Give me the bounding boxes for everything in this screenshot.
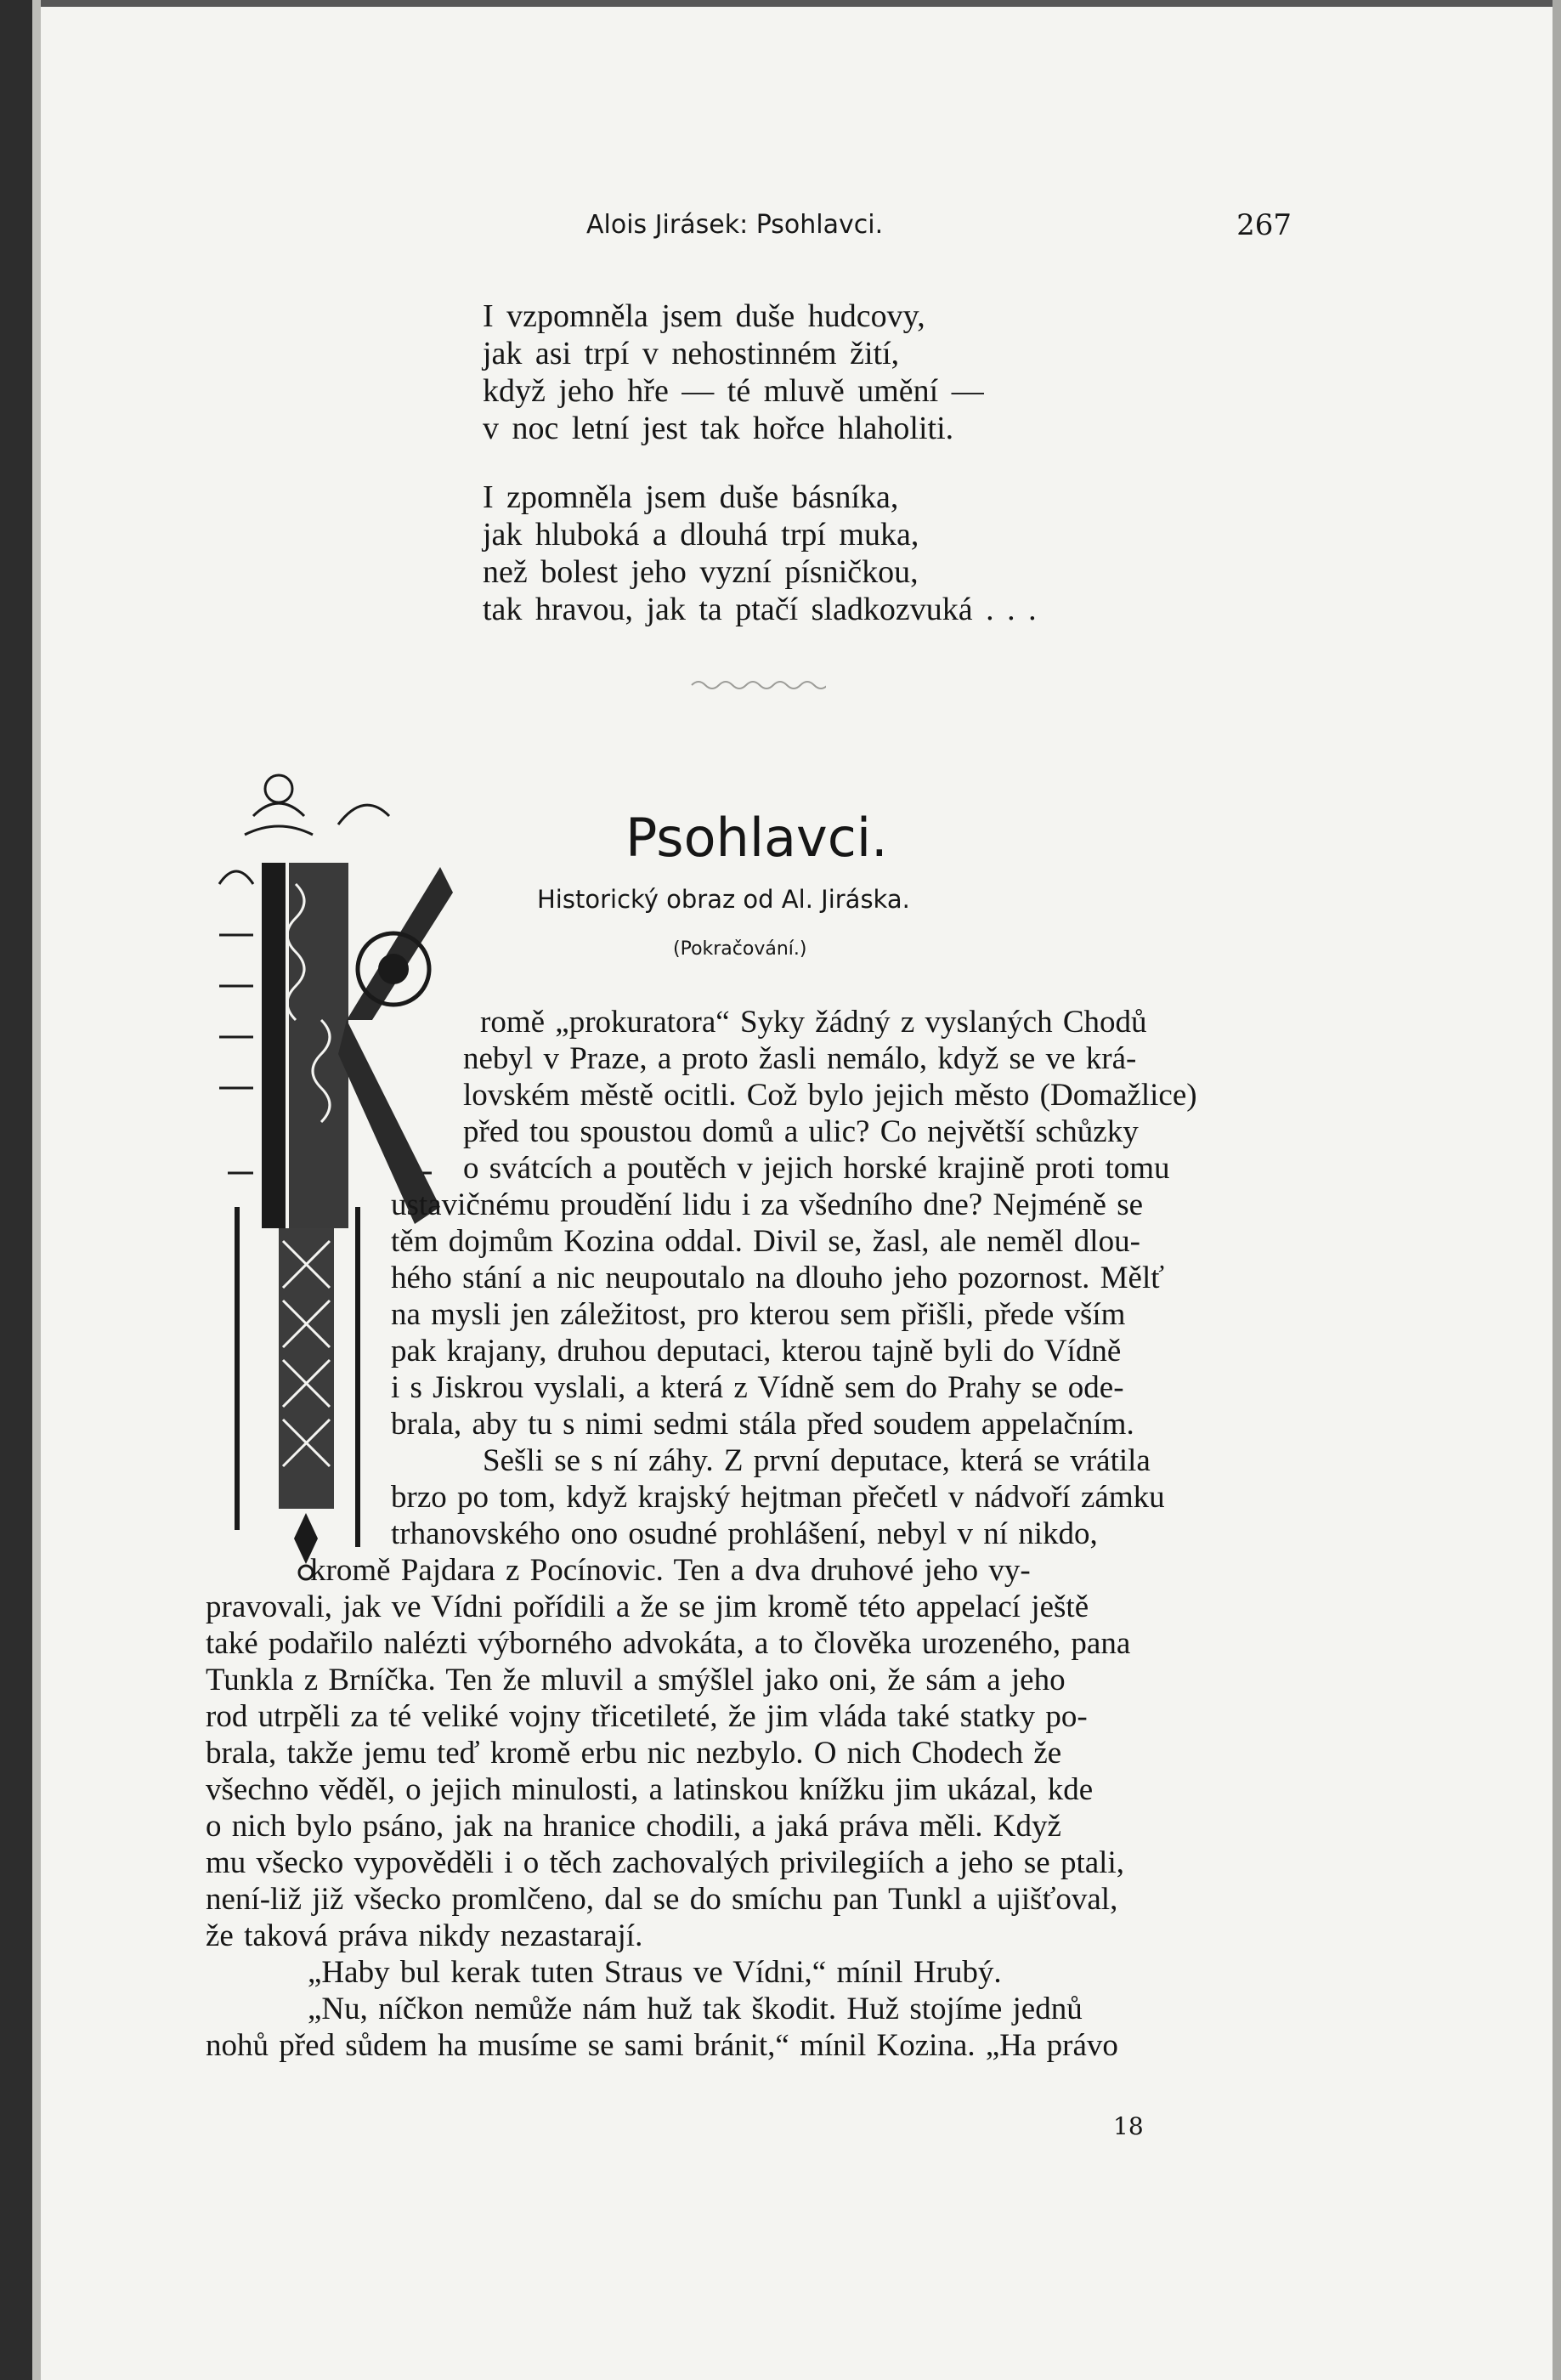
signature-mark: 18 bbox=[1113, 2112, 1144, 2140]
poem-line: než bolest jeho vyzní písničkou, bbox=[483, 554, 919, 590]
body-line: Sešli se s ní záhy. Z první deputace, která se vrátila bbox=[483, 1443, 1151, 1478]
poem-line: I vzpomněla jsem duše hudcovy, bbox=[483, 298, 925, 334]
running-head: Alois Jirásek: Psohlavci. bbox=[586, 210, 884, 240]
body-line: ustavičnému proudění lidu i za všedního dne? Nejméně se bbox=[391, 1187, 1144, 1222]
body-line: rod utrpěli za té veliké vojny třicetileté, že jim vláda také statky po- bbox=[206, 1699, 1088, 1734]
body-line: brala, takže jemu teď kromě erbu nic nezbylo. O nich Chodech že bbox=[206, 1736, 1062, 1771]
body-line: před tou spoustou domů a ulic? Co největší schůzky bbox=[463, 1114, 1139, 1149]
body-line: o svátcích a poutěch v jejich horské krajině proti tomu bbox=[463, 1151, 1170, 1186]
poem-line: v noc letní jest tak hořce hlaholiti. bbox=[483, 411, 954, 446]
body-line: „Haby bul kerak tuten Straus ve Vídni,“ mínil Hrubý. bbox=[308, 1955, 1002, 1990]
poem-stanza-2 bbox=[483, 479, 1247, 628]
ornament-divider bbox=[690, 677, 826, 690]
page-number: 267 bbox=[1236, 208, 1292, 242]
body-line: Tunkla z Brníčka. Ten že mluvil a smýšlel jako oni, že sám a jeho bbox=[206, 1663, 1066, 1697]
continuation-note: (Pokračování.) bbox=[673, 938, 807, 960]
body-line: nebyl v Praze, a proto žasli nemálo, když se ve krá- bbox=[463, 1041, 1137, 1076]
scan-edge-top bbox=[0, 0, 1561, 7]
body-line: romě „prokuratora“ Syky žádný z vyslaných Chodů bbox=[480, 1005, 1147, 1040]
poem-line: jak hluboká a dlouhá trpí muka, bbox=[483, 517, 919, 552]
body-line: i s Jiskrou vyslali, a která z Vídně sem do Prahy se ode- bbox=[391, 1370, 1124, 1405]
body-line: trhanovského ono osudné prohlášení, nebyl v ní nikdo, bbox=[391, 1516, 1098, 1551]
body-line: že taková práva nikdy nezastarají. bbox=[206, 1918, 643, 1953]
body-line: hého stání a nic neupoutalo na dlouho jeho pozornost. Mělť bbox=[391, 1261, 1165, 1295]
decorated-initial-k-icon bbox=[211, 765, 457, 1581]
poem-line: tak hravou, jak ta ptačí sladkozvuká . . . bbox=[483, 592, 1037, 627]
body-line: brala, aby tu s nimi sedmi stála před soudem appelačním. bbox=[391, 1407, 1134, 1442]
body-line: všechno věděl, o jejich minulosti, a latinskou knížku jim ukázal, kde bbox=[206, 1772, 1094, 1807]
body-line: mu všecko vypověděli i o těch zachovalých privilegiích a jeho se ptali, bbox=[206, 1845, 1124, 1880]
poem-line: když jeho hře — té mluvě umění — bbox=[483, 373, 984, 409]
body-line: lovském městě ocitli. Což bylo jejich město (Domažlice) bbox=[463, 1078, 1197, 1113]
body-line: pravovali, jak ve Vídni pořídili a že se jim kromě této appelací ještě bbox=[206, 1590, 1089, 1624]
scan-edge-left bbox=[0, 0, 32, 2380]
body-line: nohů před sůdem ha musíme se sami bránit,“ mínil Kozina. „Ha právo bbox=[206, 2028, 1118, 2063]
poem-stanza-1 bbox=[483, 298, 1247, 447]
scan-edge-right bbox=[1553, 0, 1561, 2380]
body-line: na mysli jen záležitost, pro kterou sem přišli, přede vším bbox=[391, 1297, 1126, 1332]
body-line: také podařilo nalézti výborného advokáta, a to člověka urozeného, pana bbox=[206, 1626, 1131, 1661]
poem-line: I zpomněla jsem duše básníka, bbox=[483, 479, 899, 515]
body-line: pak krajany, druhou deputaci, kterou tajně byli do Vídně bbox=[391, 1334, 1122, 1368]
body-line: „Nu, níčkon nemůže nám huž tak škodit. Huž stojíme jednů bbox=[308, 1992, 1083, 2026]
article-title: Psohlavci. bbox=[625, 807, 888, 869]
article-subtitle: Historický obraz od Al. Jiráska. bbox=[537, 885, 910, 914]
poem-line: jak asi trpí v nehostinném žití, bbox=[483, 336, 900, 371]
page-header bbox=[586, 207, 1292, 244]
body-line: těm dojmům Kozina oddal. Divil se, žasl, ale neměl dlou- bbox=[391, 1224, 1140, 1259]
scan-edge-left-inner bbox=[32, 0, 41, 2380]
body-line: není-liž již všecko promlčeno, dal se do smíchu pan Tunkl a ujišťoval, bbox=[206, 1882, 1118, 1917]
body-line: kromě Pajdara z Pocínovic. Ten a dva druhové jeho vy- bbox=[310, 1553, 1031, 1588]
body-line: o nich bylo psáno, jak na hranice chodili, a jaká práva měli. Když bbox=[206, 1809, 1061, 1844]
body-line: brzo po tom, když krajský hejtman přečetl v nádvoří zámku bbox=[391, 1480, 1165, 1515]
